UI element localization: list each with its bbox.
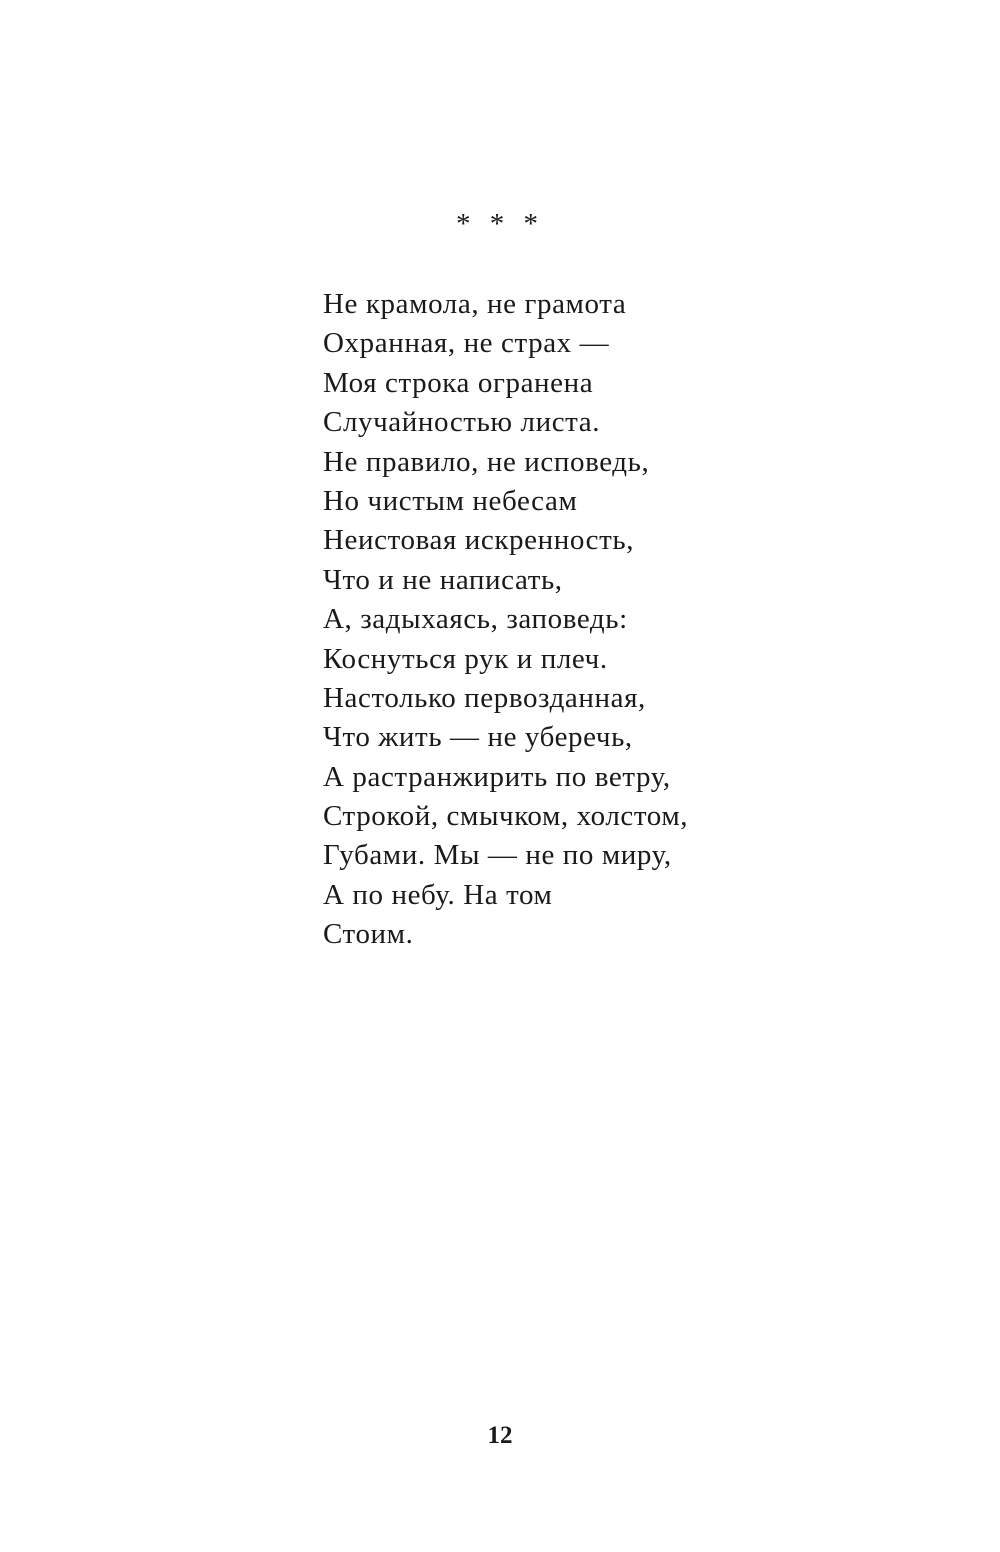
poem-line: Не правило, не исповедь,	[323, 445, 650, 478]
poem-line: Но чистым небесам	[323, 484, 578, 517]
poem-line: Моя строка огранена	[323, 366, 594, 399]
poem-line: А, задыхаясь, заповедь:	[323, 603, 628, 636]
poem-line: Настолько первозданная,	[323, 681, 646, 714]
poem-line: А по небу. На том	[323, 878, 553, 911]
page-number: 12	[487, 1422, 513, 1449]
poem-line: Строкой, смычком, холстом,	[323, 800, 689, 833]
poem-line: Случайностью листа.	[323, 406, 601, 439]
poem-line: А растранжирить по ветру,	[323, 760, 671, 793]
poem-line: Что и не написать,	[323, 563, 563, 596]
poem-line: Охранная, не страх —	[323, 327, 610, 360]
poem-line: Неистовая искренность,	[323, 524, 635, 557]
poem-line: Стоим.	[323, 918, 414, 951]
poem-line: Что жить — не уберечь,	[323, 721, 633, 754]
poem-line: Губами. Мы — не по миру,	[323, 839, 672, 872]
poem-line: Не крамола, не грамота	[323, 288, 627, 320]
poem-line: Коснуться рук и плеч.	[323, 642, 608, 675]
poem	[323, 285, 943, 955]
section-separator: * * *	[456, 208, 544, 240]
